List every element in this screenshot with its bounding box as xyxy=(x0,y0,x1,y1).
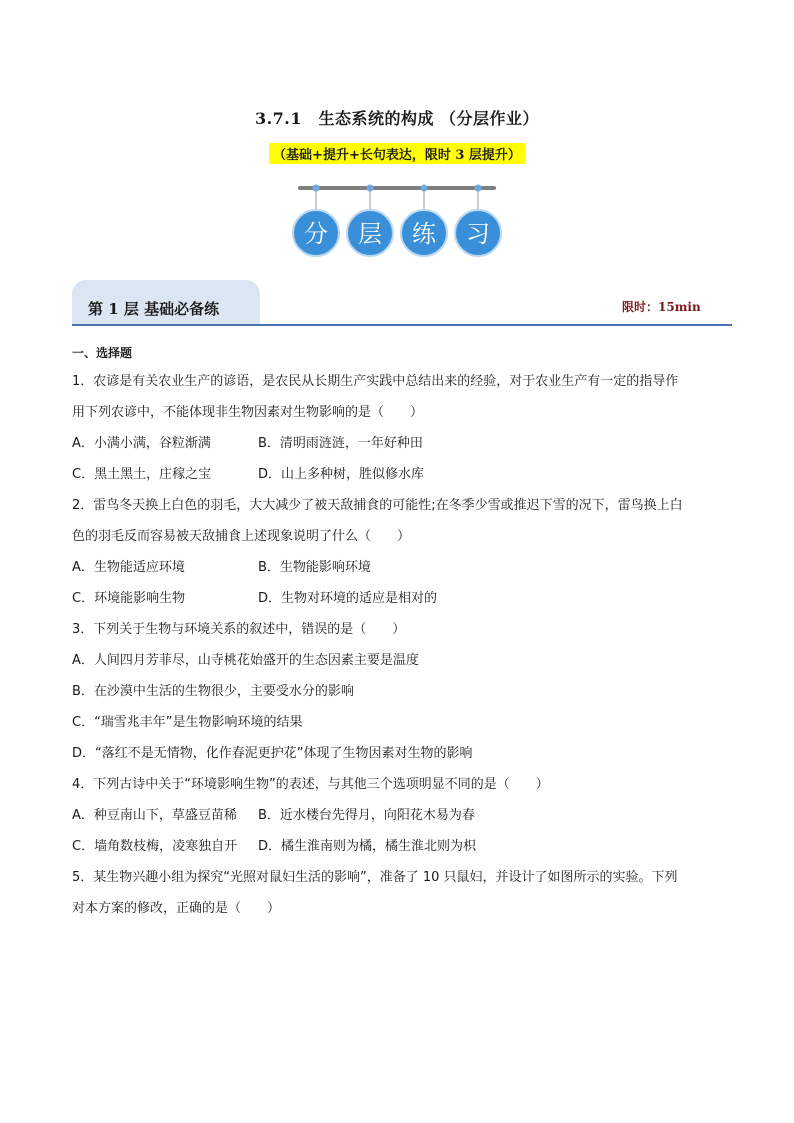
question-stem-line: 3．下列关于生物与环境关系的叙述中，错误的是（ ） xyxy=(72,622,406,637)
option-text: A．人间四月芳菲尽，山寺桃花始盛开的生态因素主要是温度 xyxy=(72,653,419,668)
logo-dot xyxy=(367,185,374,192)
time-limit: 限时：15min xyxy=(622,300,701,314)
level-title: 第 1 层 基础必备练 xyxy=(88,300,220,318)
document-title: 3.7.1 生态系统的构成 （分层作业） xyxy=(254,109,540,128)
option-row xyxy=(72,645,732,676)
option-row xyxy=(72,707,732,738)
option-text: B．生物能影响环境 xyxy=(258,560,371,575)
option-row xyxy=(72,738,732,769)
logo-char-ceng: 层 xyxy=(358,220,382,248)
logo-dot xyxy=(313,185,320,192)
question-stem-line: 1．农谚是有关农业生产的谚语，是农民从长期生产实践中总结出来的经验，对于农业生产有一定的指导作 xyxy=(72,374,679,389)
section-title: 一、选择题 xyxy=(72,346,133,360)
option-row xyxy=(72,831,732,862)
question-stem-line: 用下列农谚中，不能体现非生物因素对生物影响的是（ ） xyxy=(72,405,424,420)
subtitle-wrap xyxy=(0,143,794,164)
logo-char-fen: 分 xyxy=(304,220,328,248)
question-stem-line: 色的羽毛反而容易被天敌捕食上述现象说明了什么（ ） xyxy=(72,529,411,544)
question-stem-line: 2．雷鸟冬天换上白色的羽毛，大大减少了被天敌捕食的可能性;在冬季少雪或推迟下雪的况下，雷鸟换上白 xyxy=(72,498,683,513)
option-text: A．生物能适应环境 xyxy=(72,560,185,575)
option-text: C．墙角数枝梅，凌寒独自开 xyxy=(72,839,238,854)
option-row xyxy=(72,552,732,583)
option-text: B．清明雨涟涟，一年好种田 xyxy=(258,436,423,451)
option-row xyxy=(72,459,732,490)
option-text: C．环境能影响生物 xyxy=(72,591,186,606)
practice-logo xyxy=(0,180,794,260)
logo-dot xyxy=(421,185,428,192)
option-text: C．“瑞雪兆丰年”是生物影响环境的结果 xyxy=(72,715,303,730)
logo-dot xyxy=(475,185,482,192)
option-row xyxy=(72,428,732,459)
option-text: C．黑土黑土，庄稼之宝 xyxy=(72,467,212,482)
option-text: D．山上多种树，胜似修水库 xyxy=(258,467,425,482)
option-text: A．小满小满，谷粒渐满 xyxy=(72,436,211,451)
option-text: B．在沙漠中生活的生物很少，主要受水分的影响 xyxy=(72,684,354,699)
option-text: B．近水楼台先得月，向阳花木易为春 xyxy=(258,808,475,823)
questions-container xyxy=(72,366,732,924)
option-text: D．“落红不是无情物，化作春泥更护花”体现了生物因素对生物的影响 xyxy=(72,746,473,761)
question-stem-line: 5．某生物兴趣小组为探究“光照对鼠妇生活的影响”，准备了 10 只鼠妇，并设计了如图所示的实验。下列 xyxy=(72,870,678,885)
option-text: D．生物对环境的适应是相对的 xyxy=(258,591,438,606)
option-row xyxy=(72,583,732,614)
question-stem-line: 对本方案的修改，正确的是（ ） xyxy=(72,901,281,916)
option-text: D．橘生淮南则为橘，橘生淮北则为枳 xyxy=(258,839,477,854)
level-rule xyxy=(72,324,732,326)
option-row xyxy=(72,676,732,707)
option-row xyxy=(72,800,732,831)
question-stem-line: 4．下列古诗中关于“环境影响生物”的表述，与其他三个选项明显不同的是（ ） xyxy=(72,777,549,792)
question-list xyxy=(72,340,732,924)
logo-char-lian: 练 xyxy=(412,220,436,248)
option-text: A．种豆南山下，草盛豆苗稀 xyxy=(72,808,237,823)
logo-char-xi: 习 xyxy=(466,220,490,248)
document-subtitle: （基础+提升+长句表达，限时 3 层提升） xyxy=(269,143,525,164)
